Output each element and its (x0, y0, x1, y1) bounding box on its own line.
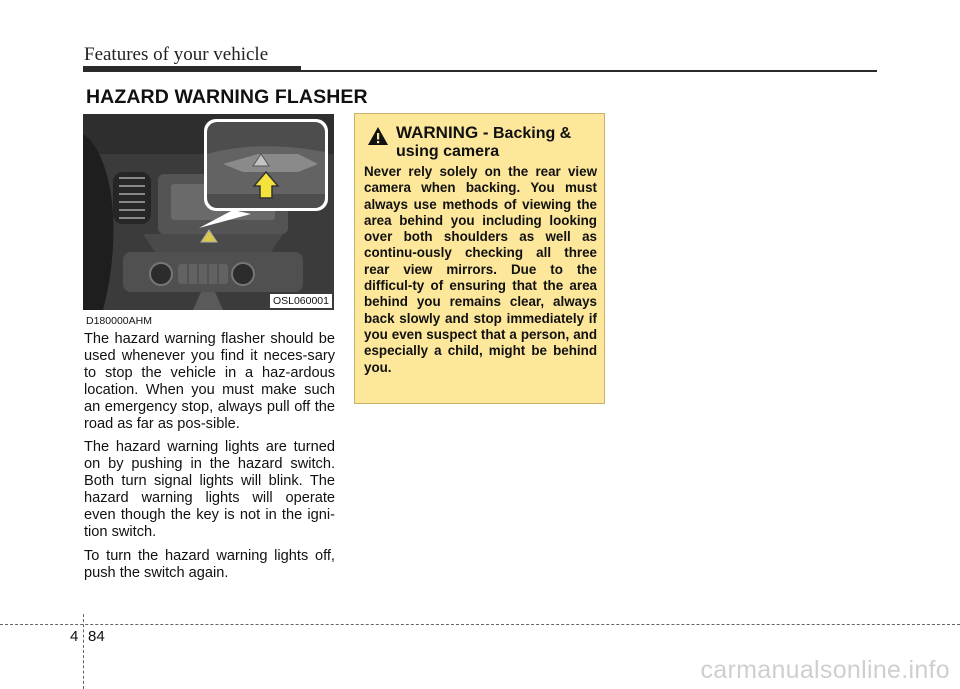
page-number: 84 (88, 628, 105, 645)
footer-rule (0, 624, 960, 625)
section-title: HAZARD WARNING FLASHER (86, 86, 368, 108)
chapter-number: 4 (70, 628, 79, 645)
warning-title-text: Backing & using camera (396, 125, 572, 160)
warning-triangle-icon (367, 126, 389, 146)
header-rule-thick (83, 66, 301, 72)
warning-title (396, 124, 596, 161)
footer-divider (83, 614, 84, 689)
body-paragraph: To turn the hazard warning lights off, push the switch again. (84, 547, 335, 581)
warning-box (354, 113, 605, 404)
running-head: Features of your vehicle (84, 44, 269, 65)
reference-code: D180000AHM (86, 315, 152, 327)
warning-text: Never rely solely on the rear view camera when backing. You must always use methods of viewing the area behind you including looking over both shoulders as well as continu-ously checking all three rear view mirrors. Due to the difficul-ty of ensuring that the area behind you remains clear, always back slowly and stop immediately if you even suspect that a person, and especially a child, might be behind you. (364, 164, 597, 375)
body-paragraph: The hazard warning lights are turned on by pushing in the hazard switch. Both turn signal lights will blink. The hazard warning lights will operate even though the key is not in the igni-tion switch. (84, 439, 335, 540)
dashboard-figure (83, 114, 334, 310)
body-paragraph: The hazard warning flasher should be used whenever you find it neces-sary to stop the vehicle in a haz-ardous location. When you must make such an emergency stop, always pull off the road as far as pos-sible. (84, 331, 335, 432)
dashboard-illustration (83, 114, 334, 310)
body-text (84, 331, 335, 589)
header-rule-thin (301, 70, 877, 72)
warning-label: WARNING - (396, 123, 489, 142)
watermark: carmanualsonline.info (700, 656, 950, 684)
figure-code: OSL060001 (270, 294, 332, 308)
